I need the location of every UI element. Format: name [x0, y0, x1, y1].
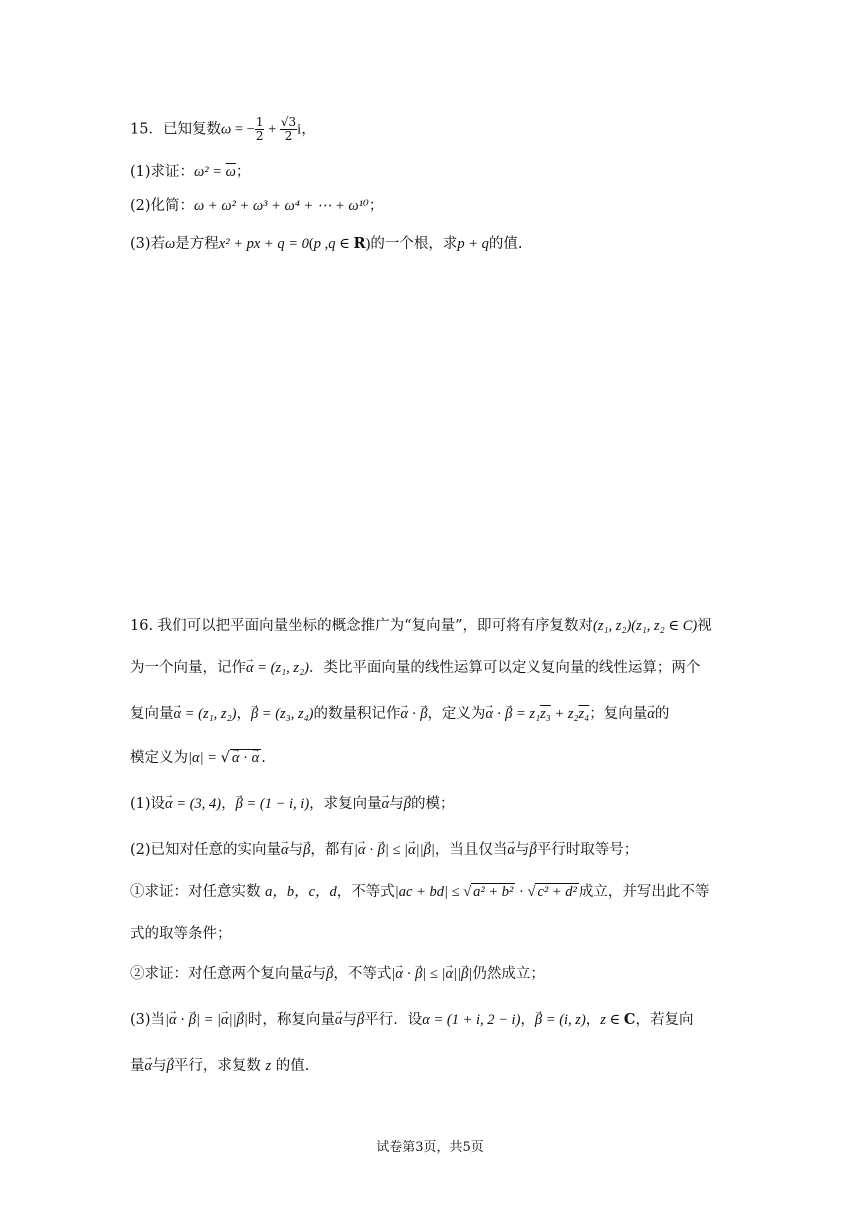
q16-l1-text: 16. 我们可以把平面向量坐标的概念推广为“复向量”，即可将有序复数对 [130, 618, 593, 634]
q16-p3-cont-z: z [265, 1058, 272, 1074]
q16-l3-alpha-def: = (z₁, z₂) [181, 706, 237, 722]
q16-p1-beta: → β [236, 796, 243, 813]
q16-part3 [130, 1008, 693, 1029]
q16-line1 [130, 614, 712, 635]
q16-s2-ineq-beta: → β [415, 966, 422, 983]
q15-part3-equation: x² + px + q = 0 [218, 236, 309, 252]
q15-part3-d: 的值. [488, 236, 523, 252]
q16-l3-end-alpha: → α [647, 706, 655, 723]
q16-p3-cont-b: 平行，求复数 [173, 1058, 266, 1074]
q15-frac-root3 [280, 116, 297, 143]
q16-p3-beta-val: = (i, z) [542, 1012, 586, 1028]
q16-s2-and: 与 [311, 966, 327, 982]
q16-s2-a: ②求证：对任意两个复向量 [130, 966, 304, 982]
q15-frac-half-den: 2 [255, 129, 264, 144]
q16-l3-conj-z4: z₄ [578, 706, 590, 722]
q16-p3-cont-a: 量 [130, 1058, 145, 1074]
q16-l1-end: 视 [697, 618, 712, 634]
q15-part2-end: ； [368, 198, 384, 214]
q16-s1-dot: · [515, 884, 528, 900]
q16-s2-ineq-end: | [468, 966, 473, 982]
q16-p2-d: 平行时取等号； [536, 842, 639, 858]
q16-l3-def-dot: · [493, 706, 506, 722]
q16-s2-alpha: → α [304, 966, 312, 983]
q16-l4-alpha1: → α [232, 750, 240, 767]
q16-p3-a: (3)当 [130, 1012, 166, 1028]
q15-part3-b: 是方程 [175, 236, 219, 252]
q16-p3-cond-alpha: → α [169, 1012, 177, 1029]
q16-s2-ineq-alpha: → α [395, 966, 403, 983]
q16-line2 [130, 656, 700, 677]
q16-p1-beta2: → β [404, 796, 411, 813]
q15-part3 [130, 232, 523, 253]
q16-s1-lhs: |ac + bd| ≤ [394, 884, 464, 900]
q15-part3-sum: p + q [457, 236, 489, 252]
q15-part1-conj-omega: $\overline{\omega}$ [225, 164, 236, 180]
q16-p3-alpha-val: = (1 + i, 2 − i) [429, 1012, 521, 1028]
q16-p3-cond-alpha2: → α [221, 1012, 229, 1029]
q16-p3-cont-beta: → β [167, 1058, 174, 1075]
q15-part3-c: 的一个根，求 [370, 236, 458, 252]
q16-s1-sqrt1: √ a² + b² [463, 884, 514, 900]
q16-l3-c: ，定义为 [427, 706, 486, 722]
q16-p3-alpha-plain: α [422, 1012, 430, 1028]
q16-l3-vec-alpha: → α [174, 706, 182, 723]
q16-s1-c: 成立，并写出此不等 [578, 884, 710, 900]
q15-part2 [130, 194, 383, 215]
q16-l4-text: 模定义为 [130, 750, 188, 766]
q16-p2-and: 与 [288, 842, 304, 858]
q16-s2-inequality: |→ α · → β| ≤ |→ α||→ β| [391, 966, 472, 982]
q15-frac-root3-den: 2 [284, 129, 293, 144]
q16-l4-norm: |α| = [188, 750, 221, 766]
q16-p3-cont-alpha: → α [145, 1058, 153, 1075]
q15-frac-half [255, 116, 265, 143]
q16-line4 [130, 746, 266, 767]
q16-p2-ineq-alpha: → α [358, 842, 366, 859]
q16-p1-sep: ， [221, 796, 236, 812]
q16-p1-beta-val: = (1 − i, i) [242, 796, 310, 812]
q16-p2-beta: → β [303, 842, 310, 859]
q15-part3-omega: ω [165, 236, 176, 252]
q16-p3-b: 时，称复向量 [247, 1012, 335, 1028]
q16-p1-b: ，求复向量 [309, 796, 382, 812]
q16-l4-end: . [261, 750, 266, 766]
q16-l3-dot-beta: → β [420, 706, 427, 723]
q16-p3-cond-beta2: → β [237, 1012, 244, 1029]
q16-p3-alpha: → α [335, 1012, 343, 1029]
q16-p2-alpha3: → α [507, 842, 515, 859]
q16-p1-a: (1)设 [130, 796, 166, 812]
q16-l2-text: 为一个向量，记作 [130, 660, 246, 676]
q16-p3-sep2: ， [585, 1012, 601, 1028]
q16-l3-conj-z3: z₃ [540, 706, 551, 722]
q16-s2-ineq-dot: · [402, 966, 416, 982]
q15-stem [130, 116, 316, 143]
q16-l3-def-beta: → β [505, 706, 512, 723]
q16-p2-beta3: → β [530, 842, 537, 859]
q16-l2-vec-alpha: → α [246, 660, 254, 677]
q16-p1-alpha2: → α [382, 796, 390, 813]
q15-part1-end: ； [235, 164, 251, 180]
q15-intro: 15．已知复数 [130, 121, 221, 138]
q16-l2-end: ．类比平面向量的线性运算可以定义复向量的线性运算；两个 [308, 660, 701, 676]
q16-p3-zc: z ∈ [600, 1012, 624, 1028]
q16-l1-pair: (z₁, z₂) [593, 618, 632, 634]
q16-part1 [130, 792, 455, 813]
q16-l3-def-b: + z₂ [550, 706, 579, 722]
q16-p3-and: 与 [342, 1012, 357, 1028]
q16-l3-e: 的 [654, 706, 670, 722]
q16-p1-alpha-val: = (3, 4) [172, 796, 222, 812]
q15-part2-math: ω + ω² + ω³ + ω⁴ + ⋯ + ω¹⁰ [194, 198, 369, 214]
q16-s2-beta: → β [326, 966, 333, 983]
q16-s2-ineq-alpha2: → α [446, 966, 454, 983]
q15-frac-root3-num: √3 [280, 115, 297, 129]
q16-p3-beta: → β [357, 1012, 364, 1029]
q16-s1-cont: 式的取等条件； [130, 926, 232, 942]
q15-part3-pq: p ,q ∈ [313, 236, 354, 252]
q16-l3-vec-beta: → β [251, 706, 258, 723]
q16-l4-alpha2: → α [252, 750, 260, 767]
q16-s2-c: 仍然成立； [472, 966, 545, 982]
q16-p2-a: (2)已知对任意的实向量 [130, 842, 282, 858]
q16-l4-radicand [230, 749, 261, 766]
q16-s1-b: ，不等式 [336, 884, 395, 900]
q16-l3-b: 的数量积记作 [313, 706, 401, 722]
q16-l2-def: = (z₁, z₂) [253, 660, 309, 676]
q16-p2-alpha: → α [281, 842, 289, 859]
q16-sub2 [130, 962, 545, 983]
q16-l3-sep: ， [236, 706, 251, 722]
q16-s2-ineq-beta2: → β [461, 966, 468, 983]
q16-p3-c: 平行．设 [364, 1012, 423, 1028]
q16-part2 [130, 838, 638, 859]
q16-p2-ineq-alpha2: → α [408, 842, 416, 859]
q16-l4-dot: · [239, 750, 252, 766]
q16-p3-sep: ， [520, 1012, 535, 1028]
q15-part1-label: (1)求证： [130, 164, 195, 180]
q16-p1-alpha: → α [165, 796, 173, 813]
q16-p3-condition: |→ α · → β| = |→ α||→ β| [165, 1012, 248, 1028]
q16-p2-ineq-dot: · [365, 842, 378, 858]
q16-p3-cond-beta: → β [189, 1012, 196, 1029]
q15-part3-a: (3)若 [130, 236, 166, 252]
q16-p1-c: 的模； [411, 796, 455, 812]
q16-p3-cont-c: 的值. [271, 1058, 310, 1074]
q16-l3-dot-alpha: → α [400, 706, 408, 723]
q15-part1-math: ω² = [194, 164, 226, 180]
q16-l3-dot: · [408, 706, 421, 722]
q16-sub1-cont [130, 922, 232, 943]
q16-p3-complex-set: C [623, 1011, 636, 1028]
q16-s1-sqrt2: √ c² + d² [527, 884, 577, 900]
q16-p2-and2: 与 [515, 842, 530, 858]
q16-line3 [130, 702, 669, 723]
q16-l3-def-alpha: → α [485, 706, 493, 723]
q15-frac-half-num: 1 [255, 115, 264, 129]
q16-p2-ineq-end: | [430, 842, 435, 858]
q16-l3-text: 复向量 [130, 706, 174, 722]
q15-plus: + [264, 121, 280, 138]
q16-p1-and: 与 [389, 796, 404, 812]
q16-p3-beta2: → β [535, 1012, 542, 1029]
q16-l3-def-a: = z₁ [512, 706, 541, 722]
page-footer: 试卷第3页，共5页 [376, 1140, 484, 1155]
q16-s1-radicand2: c² + d² [537, 884, 577, 900]
q16-p3-d: ，若复向 [635, 1012, 694, 1028]
q16-p2-c: ，当且仅当 [434, 842, 508, 858]
q16-p3-cond-dot: · [176, 1012, 189, 1028]
q16-p2-b: ，都有 [310, 842, 354, 858]
q15-part2-label: (2)化简： [130, 198, 195, 214]
q16-l1-domain: (z₁, z₂ ∈ C) [631, 618, 698, 634]
q16-s1-a: ①求证：对任意实数 [130, 884, 266, 900]
q15-part3-paren-close: ) [365, 236, 371, 252]
q15-part3-real-set: R [353, 235, 366, 252]
q16-part3-cont [130, 1054, 309, 1075]
q16-p2-ineq-beta2: → β [424, 842, 431, 859]
q15-omega: ω [220, 121, 232, 138]
q16-p3-cont-and: 与 [152, 1058, 167, 1074]
q16-l3-d: ；复向量 [589, 706, 648, 722]
q15-eq: = − [231, 121, 255, 138]
q15-i: i [297, 121, 302, 138]
q15-part3-paren-open: ( [308, 236, 314, 252]
q16-s1-vars: a，b，c，d [265, 884, 337, 900]
q16-l4-sqrt: √ → α · → α [221, 750, 262, 767]
q16-sub1 [130, 880, 709, 901]
q16-s2-b: ，不等式 [333, 966, 392, 982]
q16-s1-radicand1: a² + b² [473, 884, 514, 900]
q16-l3-beta-def: = (z₃, z₄) [258, 706, 314, 722]
q15-comma: ， [301, 121, 316, 138]
q16-p2-ineq-beta: → β [378, 842, 385, 859]
q16-p2-inequality: |→ α · → β| ≤ |→ α||→ β| [354, 842, 435, 858]
q15-part1 [130, 160, 250, 181]
